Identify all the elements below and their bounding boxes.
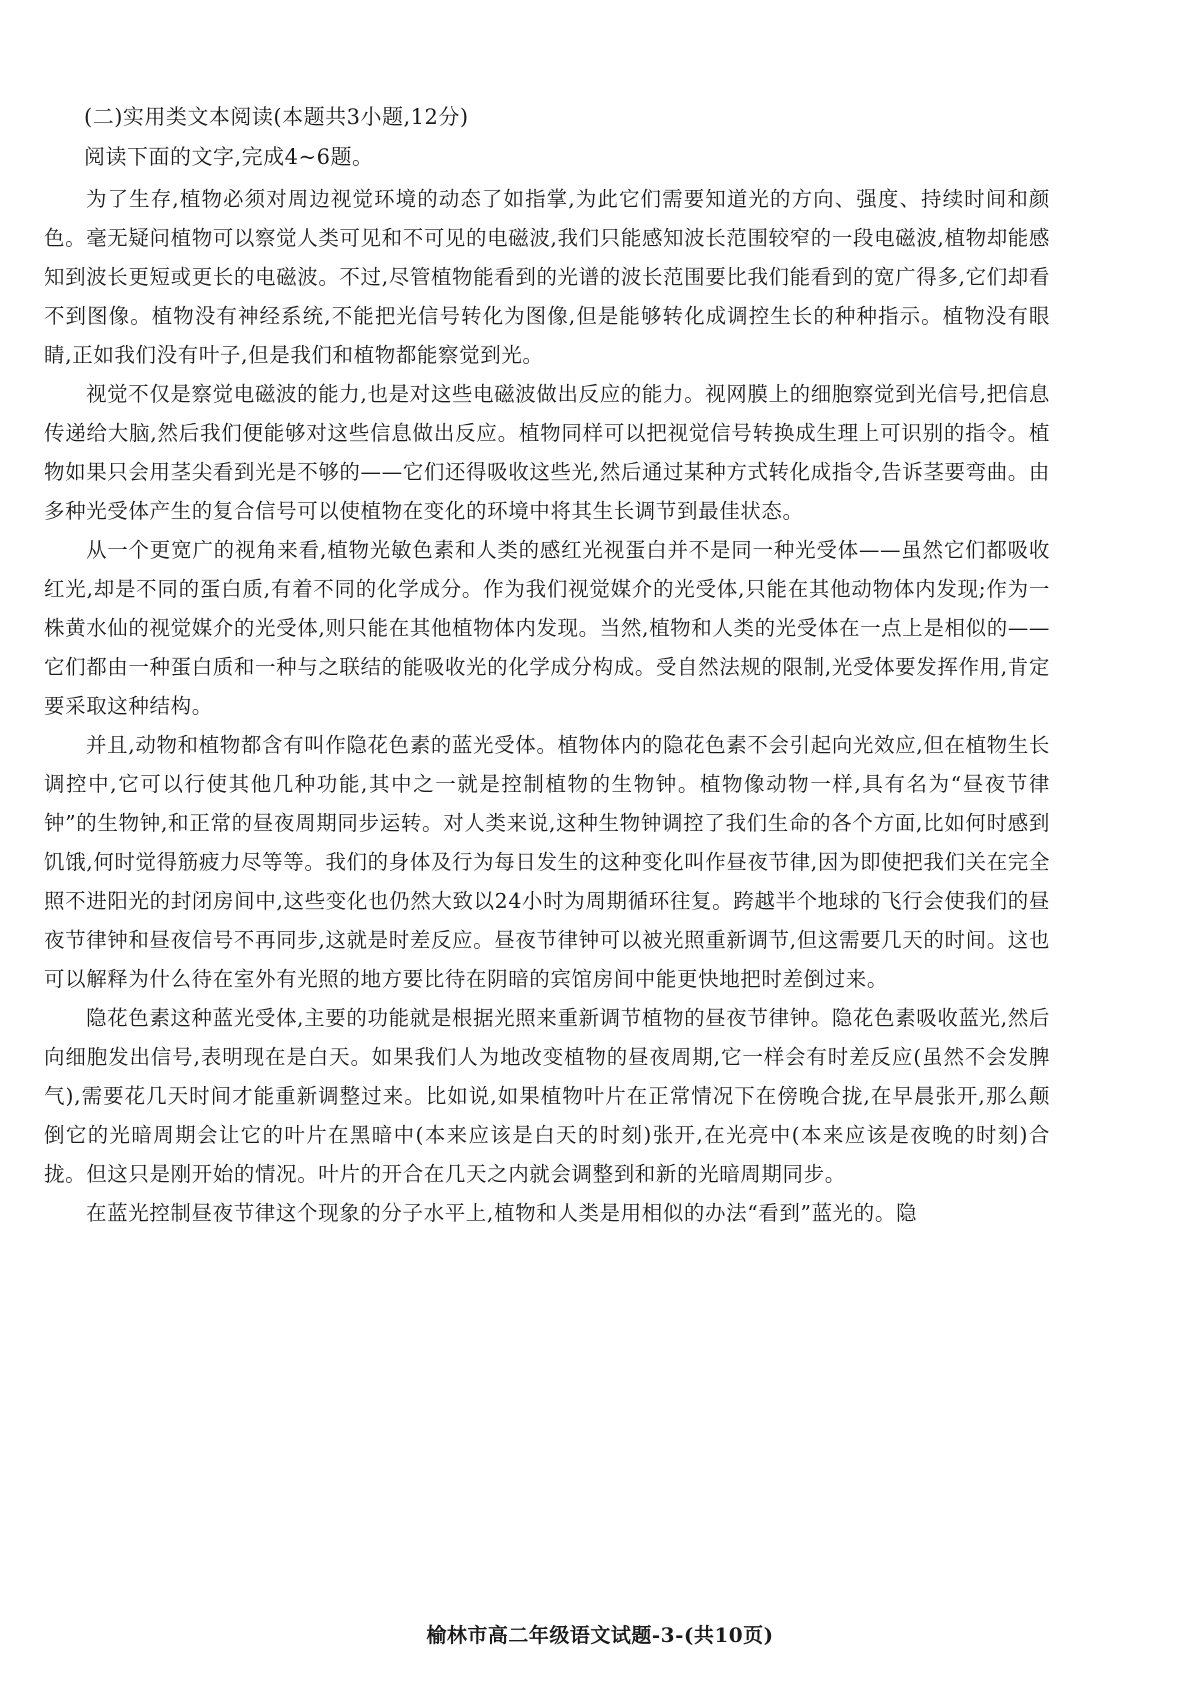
paragraph-2: 视觉不仅是察觉电磁波的能力,也是对这些电磁波做出反应的能力。视网膜上的细胞察觉到光信号,把信息传递给大脑,然后我们便能够对这些信息做出反应。植物同样可以把视觉信号转换成生理上可识别的指令。植物如果只会用茎尖看到光是不够的——它们还得吸收这些光,然后通过某种方式转化成指令,告诉茎要弯曲。由多种光受体产生的复合信号可以使植物在变化的环境中将其生长调节到最佳状态。 bbox=[44, 382, 1050, 523]
paragraph-4: 并且,动物和植物都含有叫作隐花色素的蓝光受体。植物体内的隐花色素不会引起向光效应,但在植物生长调控中,它可以行使其他几种功能,其中之一就是控制植物的生物钟。植物像动物一样,具有名为“昼夜节律钟”的生物钟,和正常的昼夜周期同步运转。对人类来说,这种生物钟调控了我们生命的各个方面,比如何时感到饥饿,何时觉得筋疲力尽等等。我们的身体及行为每日发生的这种变化叫作昼夜节律,因为即使把我们关在完全照不进阳光的封闭房间中,这些变化也仍然大致以24小时为周期循环往复。跨越半个地球的飞行会使我们的昼夜节律钟和昼夜信号不再同步,这就是时差反应。昼夜节律钟可以被光照重新调节,但这需要几天的时间。这也可以解释为什么待在室外有光照的地方要比待在阴暗的宾馆房间中能更快地把时差倒过来。 bbox=[44, 733, 1050, 991]
section-instruction: 阅读下面的文字,完成4~6题。 bbox=[84, 145, 374, 169]
paragraph-3: 从一个更宽广的视角来看,植物光敏色素和人类的感红光视蛋白并不是同一种光受体——虽然它们都吸收红光,却是不同的蛋白质,有着不同的化学成分。作为我们视觉媒介的光受体,只能在其他动物体内发现;作为一株黄水仙的视觉媒介的光受体,则只能在其他植物体内发现。当然,植物和人类的光受体在一点上是相似的——它们都由一种蛋白质和一种与之联结的能吸收光的化学成分构成。受自然法规的限制,光受体要发挥作用,肯定要采取这种结构。 bbox=[44, 538, 1050, 718]
page-footer: 榆林市高二年级语文试题-3-(共10页) bbox=[426, 1623, 774, 1647]
paragraph-1: 为了生存,植物必须对周边视觉环境的动态了如指掌,为此它们需要知道光的方向、强度、持续时间和颜色。毫无疑问植物可以察觉人类可见和不可见的电磁波,我们只能感知波长范围较窄的一段电磁波,植物却能感知到波长更短或更长的电磁波。不过,尽管植物能看到的光谱的波长范围要比我们能看到的宽广得多,它们却看不到图像。植物没有神经系统,不能把光信号转化为图像,但是能够转化成调控生长的种种指示。植物没有眼睛,正如我们没有叶子,但是我们和植物都能察觉到光。 bbox=[44, 187, 1050, 367]
reading-section bbox=[44, 100, 1050, 1233]
paragraph-6: 在蓝光控制昼夜节律这个现象的分子水平上,植物和人类是用相似的办法“看到”蓝光的。隐 bbox=[86, 1201, 918, 1225]
paragraph-5: 隐花色素这种蓝光受体,主要的功能就是根据光照来重新调节植物的昼夜节律钟。隐花色素吸收蓝光,然后向细胞发出信号,表明现在是白天。如果我们人为地改变植物的昼夜周期,它一样会有时差反应(虽然不会发脾气),需要花几天时间才能重新调整过来。比如说,如果植物叶片在正常情况下在傍晚合拢,在早晨张开,那么颠倒它的光暗周期会让它的叶片在黑暗中(本来应该是白天的时刻)张开,在光亮中(本来应该是夜晚的时刻)合拢。但这只是刚开始的情况。叶片的开合在几天之内就会调整到和新的光暗周期同步。 bbox=[44, 1006, 1050, 1186]
section-title: (二)实用类文本阅读(本题共3小题,12分) bbox=[84, 105, 469, 129]
